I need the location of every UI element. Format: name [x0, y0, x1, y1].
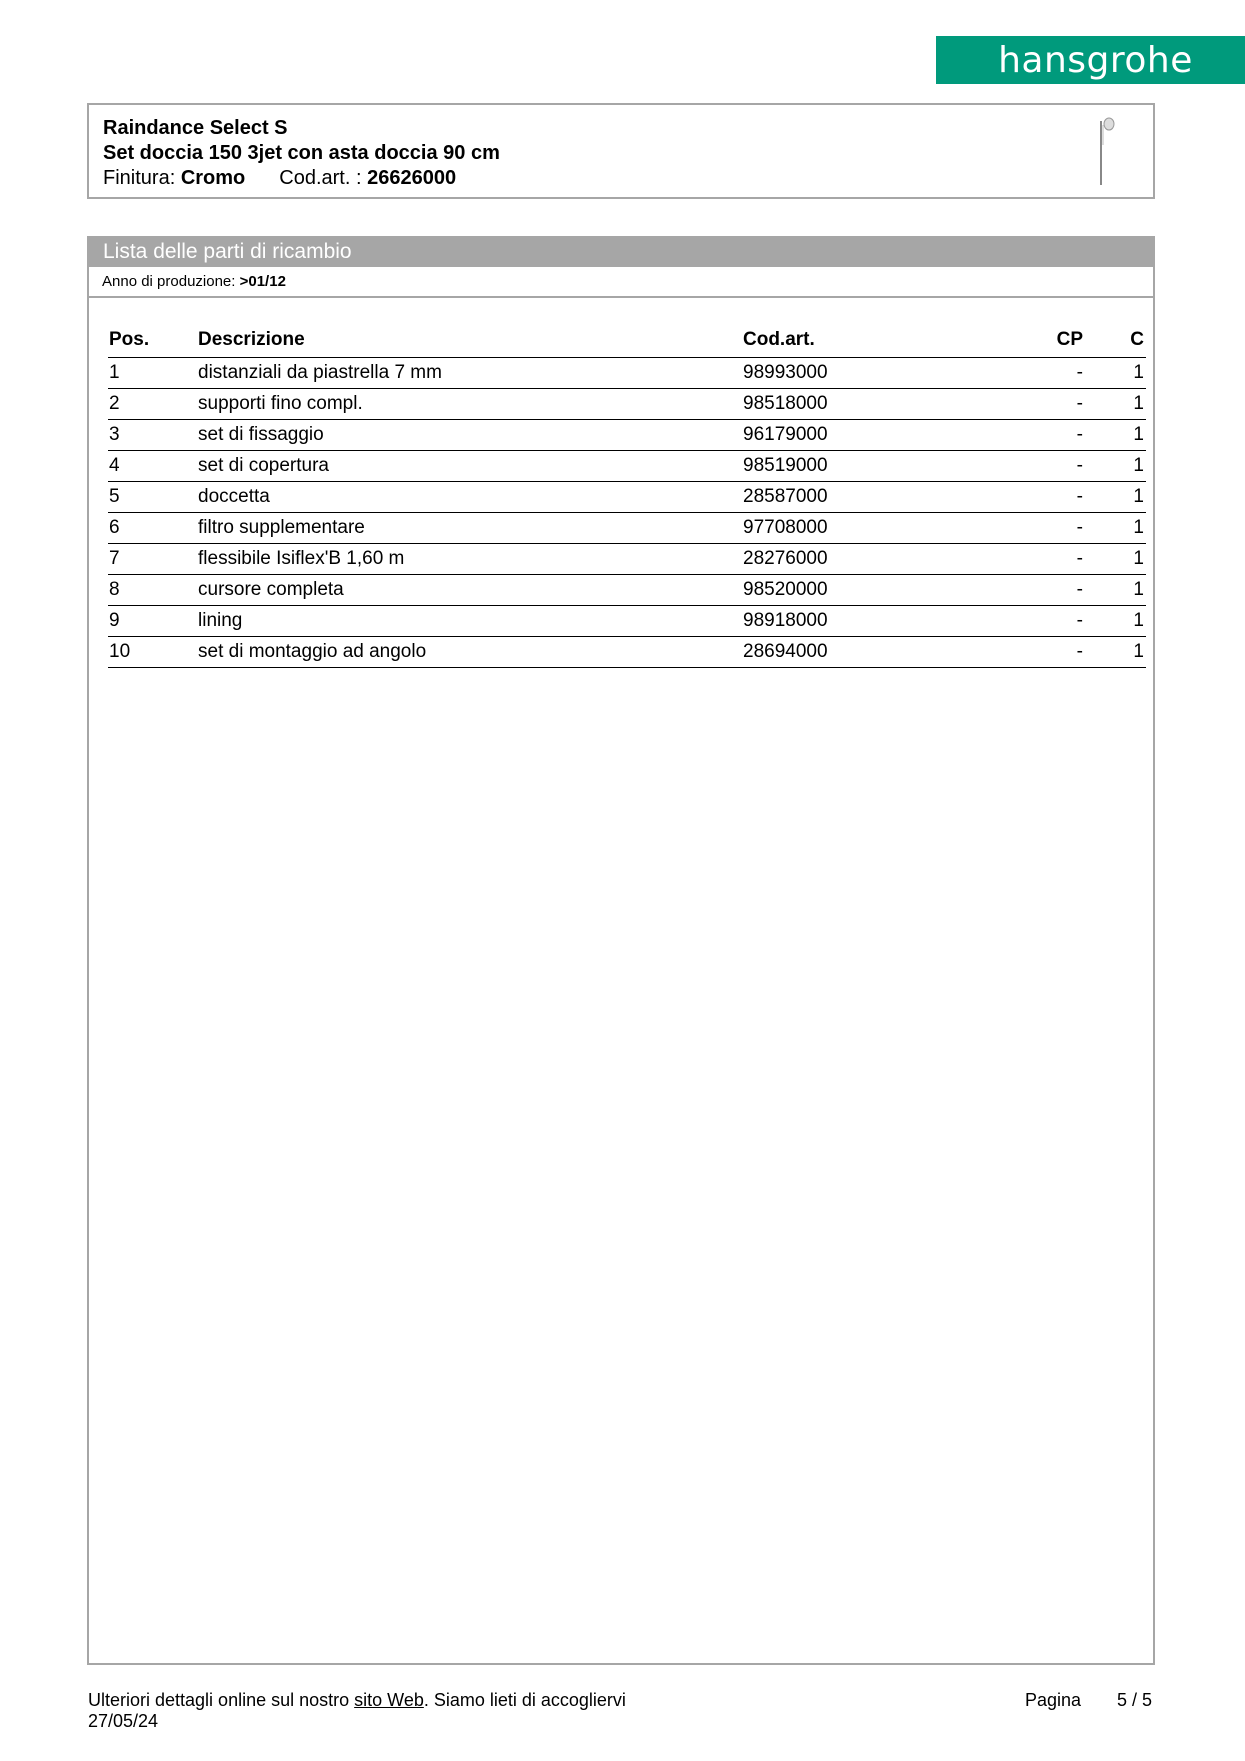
cell-pos: 6 [108, 513, 198, 544]
cell-cp: - [1003, 451, 1087, 482]
col-code: Cod.art. [743, 323, 1003, 358]
cell-cp: - [1003, 606, 1087, 637]
cell-desc: distanziali da piastrella 7 mm [198, 358, 743, 389]
cell-c: 1 [1087, 544, 1146, 575]
cell-code: 28587000 [743, 482, 1003, 513]
product-finish-code [103, 167, 456, 190]
cell-code: 98918000 [743, 606, 1003, 637]
product-name: Raindance Select S [103, 117, 288, 139]
cell-pos: 1 [108, 358, 198, 389]
footer-text [88, 1690, 626, 1711]
website-link[interactable]: sito Web [354, 1690, 424, 1710]
table-row [108, 637, 1146, 668]
cell-code: 98520000 [743, 575, 1003, 606]
finish-value: Cromo [180, 167, 246, 189]
production-year-value: >01/12 [239, 273, 286, 290]
cell-code: 97708000 [743, 513, 1003, 544]
footer-text-before: Ulteriori dettagli online sul nostro [88, 1690, 355, 1710]
col-c: C [1087, 323, 1146, 358]
cell-pos: 4 [108, 451, 198, 482]
code-label: Cod.art. : [279, 167, 362, 189]
cell-pos: 8 [108, 575, 198, 606]
cell-c: 1 [1087, 575, 1146, 606]
cell-desc: doccetta [198, 482, 743, 513]
cell-desc: filtro supplementare [198, 513, 743, 544]
cell-desc: cursore completa [198, 575, 743, 606]
cell-c: 1 [1087, 637, 1146, 668]
cell-pos: 3 [108, 420, 198, 451]
cell-desc: set di montaggio ad angolo [198, 637, 743, 668]
cell-cp: - [1003, 358, 1087, 389]
hansgrohe-logo: hansgrohe [936, 36, 1245, 84]
cell-c: 1 [1087, 358, 1146, 389]
footer-date: 27/05/24 [88, 1711, 159, 1731]
cell-cp: - [1003, 575, 1087, 606]
production-year-label: Anno di produzione: [102, 273, 236, 290]
cell-desc: set di fissaggio [198, 420, 743, 451]
table-row [108, 482, 1146, 513]
table-row [108, 606, 1146, 637]
cell-desc: set di copertura [198, 451, 743, 482]
cell-c: 1 [1087, 513, 1146, 544]
cell-pos: 7 [108, 544, 198, 575]
cell-code: 98518000 [743, 389, 1003, 420]
col-pos: Pos. [108, 323, 198, 358]
table-row [108, 544, 1146, 575]
finish-label: Finitura: [103, 167, 176, 189]
production-year [89, 267, 1153, 298]
cell-cp: - [1003, 513, 1087, 544]
product-description: Set doccia 150 3jet con asta doccia 90 cm [103, 142, 500, 164]
cell-c: 1 [1087, 482, 1146, 513]
cell-c: 1 [1087, 389, 1146, 420]
table-row [108, 420, 1146, 451]
spare-parts-title: Lista delle parti di ricambio [89, 236, 1153, 267]
cell-code: 98519000 [743, 451, 1003, 482]
cell-desc: lining [198, 606, 743, 637]
col-cp: CP [1003, 323, 1087, 358]
cell-desc: flessibile Isiflex'B 1,60 m [198, 544, 743, 575]
spare-parts-table [108, 323, 1146, 668]
cell-c: 1 [1087, 420, 1146, 451]
table-row [108, 451, 1146, 482]
spare-parts-panel [87, 236, 1155, 1665]
cell-cp: - [1003, 389, 1087, 420]
cell-cp: - [1003, 420, 1087, 451]
table-row [108, 513, 1146, 544]
cell-code: 28694000 [743, 637, 1003, 668]
cell-pos: 5 [108, 482, 198, 513]
cell-cp: - [1003, 637, 1087, 668]
cell-desc: supporti fino compl. [198, 389, 743, 420]
cell-c: 1 [1087, 606, 1146, 637]
cell-code: 96179000 [743, 420, 1003, 451]
table-header [108, 323, 1146, 358]
footer-text-after: . Siamo lieti di accogliervi [423, 1690, 626, 1710]
table-row [108, 358, 1146, 389]
product-header [87, 103, 1155, 199]
table-row [108, 389, 1146, 420]
cell-code: 98993000 [743, 358, 1003, 389]
cell-code: 28276000 [743, 544, 1003, 575]
table-row [108, 575, 1146, 606]
page-label: Pagina [1025, 1690, 1082, 1710]
cell-pos: 9 [108, 606, 198, 637]
cell-c: 1 [1087, 451, 1146, 482]
cell-cp: - [1003, 544, 1087, 575]
cell-pos: 10 [108, 637, 198, 668]
col-desc: Descrizione [198, 323, 743, 358]
shower-set-icon [1083, 115, 1123, 191]
cell-cp: - [1003, 482, 1087, 513]
cell-pos: 2 [108, 389, 198, 420]
code-value: 26626000 [367, 167, 457, 189]
page-number: 5 / 5 [1117, 1690, 1153, 1710]
